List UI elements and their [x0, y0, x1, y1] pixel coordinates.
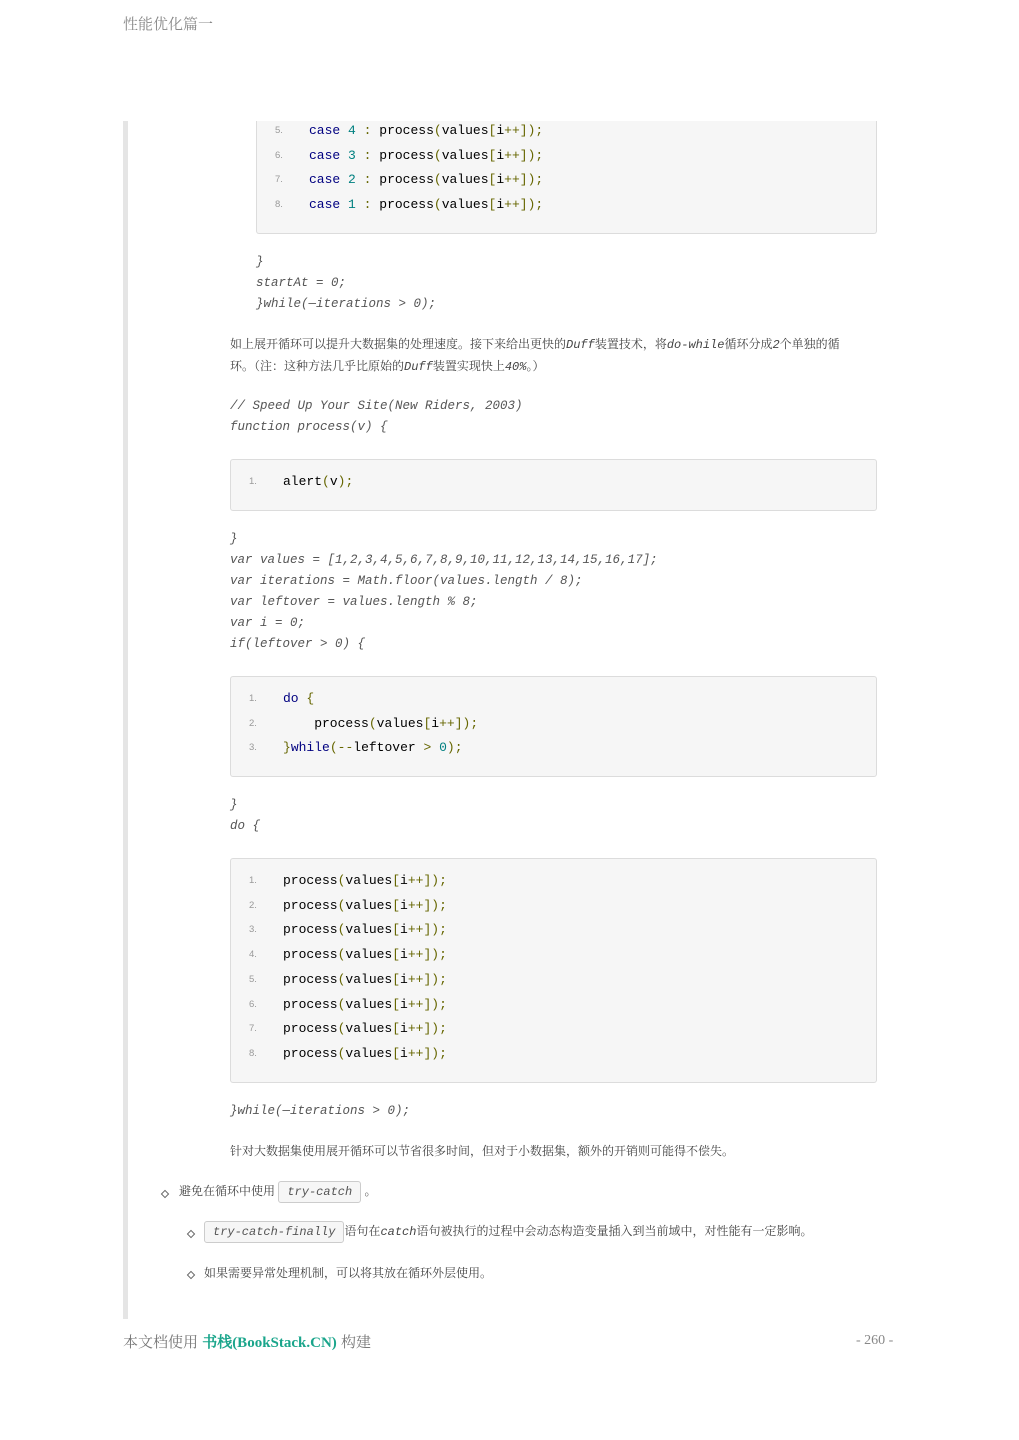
inline-code: try-catch — [278, 1181, 361, 1203]
bullet-exception-outside: 如果需要异常处理机制，可以将其放在循环外层使用。 — [204, 1266, 493, 1280]
line-number: 3. — [249, 742, 257, 754]
code-line: process(values[i++]); — [283, 715, 479, 731]
bullet-try-catch: 避免在循环中使用 try-catch 。 — [179, 1181, 377, 1203]
line-number: 5. — [249, 973, 257, 985]
code-block-alert — [230, 459, 877, 511]
code-line: case 4 : process(values[i++]); — [309, 123, 544, 138]
paragraph-summary: 针对大数据集使用展开循环可以节省很多时间，但对于小数据集，额外的开销则可能得不偿失。 — [230, 1144, 735, 1158]
code-line: process(values[i++]); — [283, 996, 447, 1012]
line-number: 1. — [249, 875, 257, 886]
bullet-marker — [187, 1271, 195, 1279]
code-text-line: } — [230, 532, 238, 546]
code-text-line: var iterations = Math.floor(values.length / 8); — [230, 574, 583, 588]
code-line: case 3 : process(values[i++]); — [309, 147, 544, 163]
code-comment-line: // Speed Up Your Site(New Riders, 2003) — [230, 399, 523, 413]
code-text-line: function process(v) { — [230, 420, 388, 434]
code-block-switch — [256, 121, 877, 234]
line-number: 2. — [249, 899, 257, 911]
line-number: 8. — [249, 1047, 257, 1059]
line-number: 6. — [249, 998, 257, 1010]
blockquote-bar — [123, 121, 128, 1319]
line-number: 4. — [249, 949, 257, 961]
code-text-line: } — [256, 255, 264, 269]
line-number: 7. — [249, 1023, 257, 1035]
code-line: case 1 : process(values[i++]); — [309, 197, 544, 213]
code-line: do { — [283, 691, 315, 706]
page-number: - 260 - — [856, 1333, 894, 1348]
bullet-try-catch-finally: try-catch-finally 语句在catch语句被执行的过程中会动态构造变量插入到当前域中，对性能有一定影响。 — [204, 1221, 812, 1243]
code-line: process(values[i++]); — [283, 971, 447, 987]
code-line: process(values[i++]); — [283, 873, 447, 888]
footer-brand-link[interactable]: 书栈(BookStack.CN) — [202, 1335, 337, 1351]
code-line: process(values[i++]); — [283, 897, 447, 913]
code-text-line: }while(—iterations > 0); — [256, 297, 437, 311]
code-line: }while(--leftover > 0); — [283, 740, 463, 756]
line-number: 8. — [275, 199, 283, 211]
code-text-line: if(leftover > 0) { — [230, 637, 366, 651]
bullet-marker — [161, 1190, 169, 1198]
line-number: 2. — [249, 717, 257, 729]
code-text-line: do { — [230, 819, 261, 833]
line-number: 1. — [249, 693, 257, 704]
footer-credit: 本文档使用 书栈(BookStack.CN) 构建 — [123, 1334, 371, 1351]
code-line: process(values[i++]); — [283, 922, 447, 938]
code-line: process(values[i++]); — [283, 947, 447, 963]
code-text-line: } — [230, 798, 238, 812]
line-number: 6. — [275, 149, 283, 161]
code-line: process(values[i++]); — [283, 1045, 447, 1061]
code-line: alert(v); — [283, 474, 354, 489]
line-number: 3. — [249, 924, 257, 936]
code-block-leftover — [230, 676, 877, 777]
line-number: 5. — [275, 125, 283, 136]
code-text-line: var i = 0; — [230, 616, 306, 630]
code-text-line: }while(—iterations > 0); — [230, 1104, 411, 1118]
paragraph-duff: 如上展开循环可以提升大数据集的处理速度。接下来给出更快的Duff装置技术，将do-while循环分成2个单独的循 环。（注：这种方法几乎比原始的Duff装置实现快上40%。） — [230, 337, 840, 374]
bullet-marker — [187, 1230, 195, 1238]
line-number: 7. — [275, 174, 283, 186]
line-number: 1. — [249, 476, 257, 487]
code-text-line: var leftover = values.length % 8; — [230, 595, 478, 609]
code-block-process — [230, 858, 877, 1083]
code-text-line: startAt = 0; — [256, 276, 347, 290]
page-header-title: 性能优化篇一 — [123, 16, 214, 33]
code-line: process(values[i++]); — [283, 1021, 447, 1037]
code-text-line: var values = [1,2,3,4,5,6,7,8,9,10,11,12,13,14,15,16,17]; — [230, 553, 658, 567]
code-line: case 2 : process(values[i++]); — [309, 172, 544, 188]
inline-code: try-catch-finally — [204, 1221, 344, 1243]
